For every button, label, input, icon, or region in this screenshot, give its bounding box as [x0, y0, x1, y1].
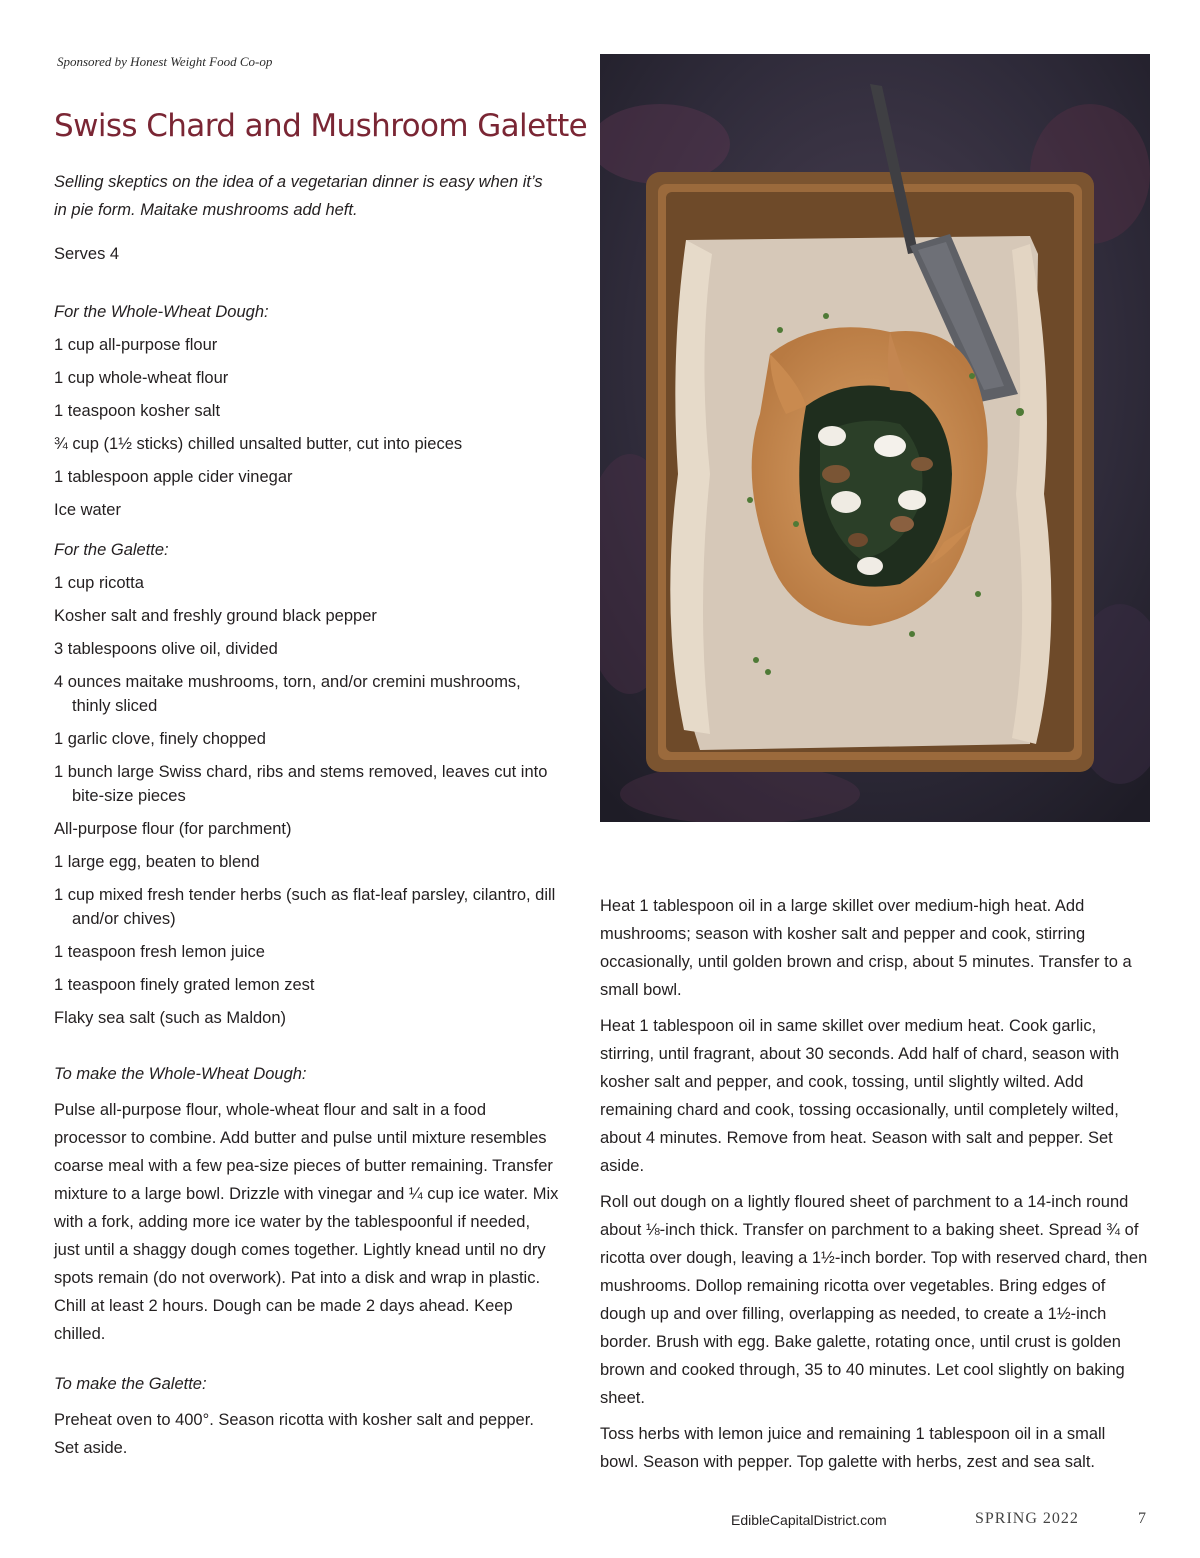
step-paragraph: Toss herbs with lemon juice and remaining 1 tablespoon oil in a small bowl. Season with pepper. Top galette with herbs, zest and sea salt.	[600, 1425, 1106, 1471]
sponsor-line: Sponsored by Honest Weight Food Co-op	[57, 54, 273, 69]
step-paragraph: Heat 1 tablespoon oil in same skillet over medium heat. Cook garlic, stirring, until fragrant, about 30 seconds. Add half of chard, season with kosher salt and pepper, and cook, tossing, until slightly wilted. Add remaining chard and cook, tossing occasionally, until completely wilted, about 4 minutes. Remove from heat. Season with salt and pepper. Set aside.	[600, 1017, 1120, 1175]
right-column	[600, 892, 1148, 1484]
make-galette-text: Preheat oven to 400°. Season ricotta with kosher salt and pepper. Set aside.	[54, 1411, 534, 1457]
ingredient-item: 1 cup ricotta	[54, 574, 144, 592]
make-galette-heading: To make the Galette:	[54, 1375, 207, 1393]
serves-count: Serves 4	[54, 245, 120, 263]
galette-photo	[600, 54, 1150, 822]
ingredient-item: Flaky sea salt (such as Maldon)	[54, 1009, 287, 1027]
ingredient-item: ¾ cup (1½ sticks) chilled unsalted butter, cut into pieces	[54, 435, 463, 453]
step-paragraph: Heat 1 tablespoon oil in a large skillet over medium-high heat. Add mushrooms; season with kosher salt and pepper and cook, stirring occasionally, until golden brown and crisp, about 5 minutes. Transfer to a small bowl.	[600, 897, 1132, 999]
ingredient-item: 1 large egg, beaten to blend	[54, 853, 260, 871]
recipe-title: Swiss Chard and Mushroom Galette	[54, 108, 588, 144]
left-column	[54, 300, 559, 1462]
footer-issue: SPRING 2022	[975, 1510, 1079, 1527]
ingredient-item: 1 garlic clove, finely chopped	[54, 730, 266, 748]
ingredient-item: 3 tablespoons olive oil, divided	[54, 640, 278, 658]
footer-website: EdibleCapitalDistrict.com	[731, 1512, 887, 1528]
galette-ingredient-list	[54, 571, 559, 1030]
dough-ingredient-list	[54, 333, 559, 522]
ingredient-item: All-purpose flour (for parchment)	[54, 820, 292, 838]
page-number: 7	[1138, 1510, 1146, 1527]
recipe-intro: Selling skeptics on the idea of a vegetarian dinner is easy when it’s in pie form. Maitake mushrooms add heft.	[54, 173, 543, 219]
ingredient-item: 1 teaspoon kosher salt	[54, 402, 221, 420]
ingredient-item: 1 tablespoon apple cider vinegar	[54, 468, 293, 486]
ingredient-item: 1 cup mixed fresh tender herbs (such as flat-leaf parsley, cilantro, dill and/or chives)	[54, 886, 556, 928]
galette-photo-illustration	[600, 54, 1150, 822]
ingredient-item: 1 cup all-purpose flour	[54, 336, 218, 354]
ingredient-item: Kosher salt and freshly ground black pepper	[54, 607, 377, 625]
make-dough-text: Pulse all-purpose flour, whole-wheat flour and salt in a food processor to combine. Add butter and pulse until mixture resembles coarse meal with a few pea-size pieces of butter remaining. Transfer mixture to a large bowl. Drizzle with vinegar and ¼ cup ice water. Mix with a fork, adding more ice water by the tablespoonful if needed, just until a shaggy dough comes together. Lightly knead until no dry spots remain (do not overwork). Pat into a disk and wrap in plastic. Chill at least 2 hours. Dough can be made 2 days ahead. Keep chilled.	[54, 1101, 559, 1343]
ingredient-item: 4 ounces maitake mushrooms, torn, and/or cremini mushrooms, thinly sliced	[54, 673, 521, 715]
step-paragraph: Roll out dough on a lightly floured sheet of parchment to a 14-inch round about ⅛-inch thick. Transfer on parchment to a baking sheet. Spread ¾ of ricotta over dough, leaving a 1½-inch border. Top with reserved chard, then mushrooms. Dollop remaining ricotta over vegetables. Bring edges of dough up and over filling, overlapping as needed, to create a 1½-inch border. Brush with egg. Bake galette, rotating once, until crust is golden brown and cooked through, 35 to 40 minutes. Let cool slightly on baking sheet.	[600, 1193, 1148, 1407]
ingredient-item: 1 teaspoon fresh lemon juice	[54, 943, 265, 961]
make-dough-heading: To make the Whole-Wheat Dough:	[54, 1065, 307, 1083]
dough-heading: For the Whole-Wheat Dough:	[54, 303, 269, 321]
ingredient-item: 1 bunch large Swiss chard, ribs and stems removed, leaves cut into bite-size pieces	[54, 763, 548, 805]
galette-heading: For the Galette:	[54, 541, 169, 559]
ingredient-item: 1 teaspoon finely grated lemon zest	[54, 976, 315, 994]
ingredient-item: 1 cup whole-wheat flour	[54, 369, 229, 387]
ingredient-item: Ice water	[54, 501, 121, 519]
